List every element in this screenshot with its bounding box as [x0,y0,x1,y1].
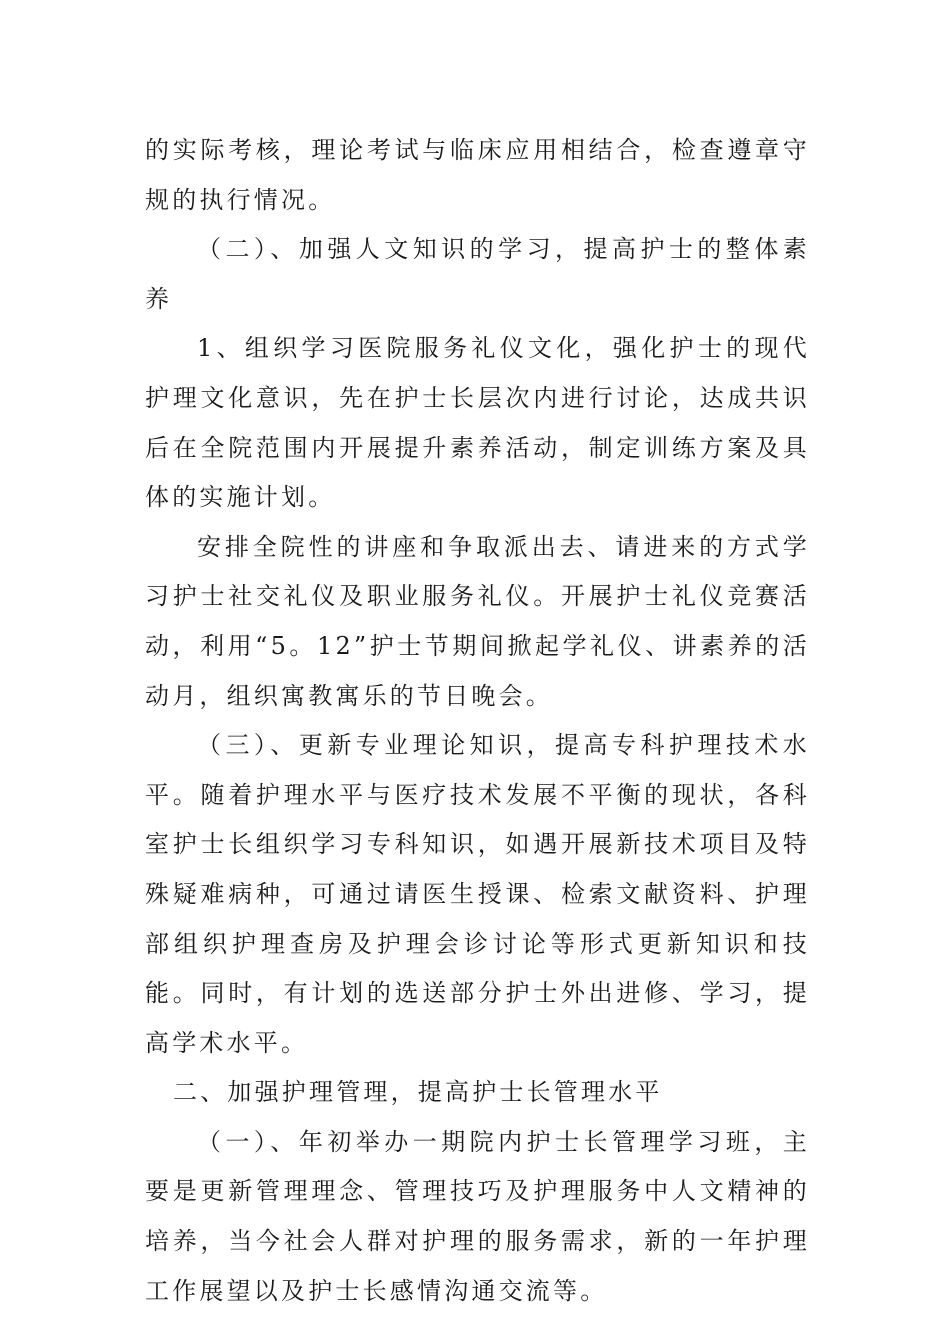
section-heading-humanities: （二）、加强人文知识的学习，提高护士的整体素养 [145,235,810,313]
paragraph-head-nurse-training: （一）、年初举办一期院内护士长管理学习班，主要是更新管理理念、管理技巧及护理服务中人文精神的培养，当今社会人群对护理的服务需求，新的一年护理工作展望以及护士长感情沟通交流等。 [145,1127,810,1305]
paragraph-lectures: 安排全院性的讲座和争取派出去、请进来的方式学习护士社交礼仪及职业服务礼仪。开展护士礼仪竞赛活动，利用“5。12”护士节期间掀起学礼仪、讲素养的活动月，组织寓教寓乐的节日晚会。 [145,532,810,710]
paragraph-professional-knowledge: （三）、更新专业理论知识，提高专科护理技术水平。随着护理水平与医疗技术发展不平衡的现状，各科室护士长组织学习专科知识，如遇开展新技术项目及特殊疑难病种，可通过请医生授课、检索文献资料、护理部组织护理查房及护理会诊讨论等形式更新知识和技能。同时，有计划的选送部分护士外出进修、学习，提高学术水平。 [145,731,810,1057]
paragraph-continuation: 的实际考核，理论考试与临床应用相结合，检查遵章守规的执行情况。 [145,136,810,214]
section-heading-management: 二、加强护理管理，提高护士长管理水平 [173,1078,663,1107]
paragraph-etiquette-culture: 1、组织学习医院服务礼仪文化，强化护士的现代护理文化意识，先在护士长层次内进行讨论，达成共识后在全院范围内开展提升素养活动，制定训练方案及具体的实施计划。 [145,334,810,512]
document-body [145,126,810,1316]
